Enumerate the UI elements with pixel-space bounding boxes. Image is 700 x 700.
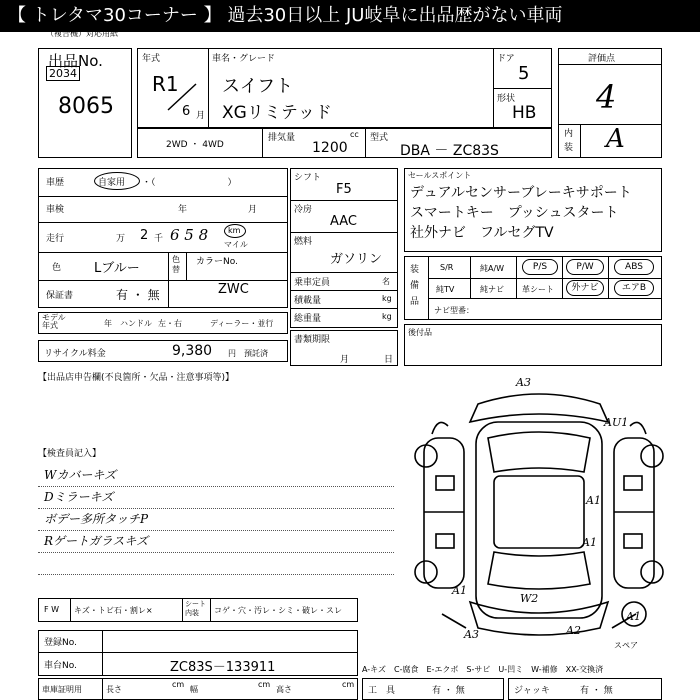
chassis-label: 車台No. <box>44 661 77 671</box>
recycle-label: リサイクル料金 <box>44 349 106 359</box>
equip-airbag: エアB <box>614 280 654 296</box>
history-rest: ・（ ） <box>142 178 237 188</box>
type-value: DBA － ZC83S <box>400 143 499 159</box>
capacity-unit: 名 <box>382 277 390 286</box>
model-year-year: 年 <box>104 319 112 328</box>
inspector-note-4: Rゲートガラスキズ <box>44 534 149 548</box>
displacement-unit: cc <box>350 130 359 139</box>
equip-tv: 純TV <box>436 285 455 294</box>
inspection-month: 月 <box>248 205 258 215</box>
color-label: 色 <box>52 263 62 273</box>
mark-a1-right-1: A1 <box>586 494 601 507</box>
dealer-label: ディーラー・並行 <box>210 319 274 328</box>
rating-score: 4 <box>596 78 617 116</box>
history-label: 車歴 <box>46 178 65 188</box>
ac-value: AAC <box>330 214 357 229</box>
fw-items: キズ・トビ石・割レ× <box>74 606 153 615</box>
banner: 【 トレタマ30コーナー 】 過去30日以上 JU岐阜に出品歴がない車両 <box>0 0 700 32</box>
year-month-unit: 月 <box>196 111 206 121</box>
mark-a1-left: A1 <box>452 584 467 597</box>
inspector-label: 【検査員記入】 <box>38 449 102 459</box>
inspector-note-2: Dミラーキズ <box>44 490 114 504</box>
lot-label: 出品No. <box>48 52 103 70</box>
color-value: Lブルー <box>94 261 140 276</box>
model-name: スイフト <box>222 76 294 97</box>
doc-deadline-label: 書類期限 <box>294 335 331 345</box>
sales-point-2: スマートキー プッシュスタート <box>410 205 619 221</box>
interior-label: 内装 <box>564 129 574 153</box>
jack-value: 有 ・ 無 <box>580 686 613 696</box>
cert-length: 長さ <box>106 685 122 694</box>
color-code: ZWC <box>218 282 249 297</box>
rating-label: 評価点 <box>588 54 616 64</box>
equip-pw: P/W <box>566 259 604 275</box>
fuel-value: ガソリン <box>330 252 383 267</box>
doors-label: ドア <box>497 54 515 64</box>
warranty-label: 保証書 <box>46 291 74 301</box>
displacement-label: 排気量 <box>268 133 296 143</box>
inspector-note-3: ボデー多所タッチP <box>44 512 149 526</box>
cert-label: 車庫証明用 <box>42 685 82 694</box>
tools-value: 有 ・ 無 <box>432 686 465 696</box>
mileage-label: 走行 <box>46 234 65 244</box>
mark-a1-right-2: A1 <box>582 536 597 549</box>
handle-label: ハンドル <box>120 319 152 328</box>
recycle-value: 9,380 <box>172 343 213 359</box>
mileage-km: km <box>228 226 241 235</box>
seat-items: コゲ・穴・汚レ・シミ・破レ・スレ <box>214 606 342 615</box>
damage-legend: A-キズ C-腐食 E-エクボ S-サビ U-凹ミ W-補修 XX-交換済 <box>362 665 604 674</box>
mileage-digit: 2 <box>140 228 149 243</box>
equip-leather: 革シート <box>522 285 554 294</box>
color-change: 色替 <box>172 255 180 274</box>
model-year-label: モデル年式 <box>42 313 66 330</box>
fw-label: F W <box>44 605 60 614</box>
sales-point-1: デュアルセンサーブレーキサポート <box>410 185 632 201</box>
mileage-mile: マイル <box>224 240 248 249</box>
seat-label: シート内装 <box>185 600 206 617</box>
mark-w2: W2 <box>520 592 539 605</box>
gross-label: 総重量 <box>294 314 322 324</box>
registration-label: 登録No. <box>44 638 77 648</box>
mileage-hand: 6 5 8 <box>170 226 209 244</box>
shape-value: HB <box>512 103 537 123</box>
inspector-note-1: Wカバーキズ <box>44 468 117 482</box>
equip-sr: S/R <box>440 263 454 272</box>
recycle-note: 預託済 <box>244 349 268 358</box>
tools-label: 工 具 <box>368 686 396 696</box>
sales-point-3: 社外ナビ フルセグTV <box>410 225 554 241</box>
cert-row <box>38 678 358 700</box>
mileage-sen: 千 <box>154 234 164 244</box>
equip-ps: P/S <box>522 259 558 275</box>
equip-aw: 純A/W <box>480 264 505 273</box>
color-code-label: カラーNo. <box>196 257 238 267</box>
doc-deadline-day: 日 <box>384 355 394 365</box>
doors-value: 5 <box>518 63 530 84</box>
load-unit: kg <box>382 294 392 303</box>
spare-label: スペア <box>614 641 638 650</box>
lot-sub: 2034 <box>46 66 80 81</box>
drive-value: 2WD ・ 4WD <box>166 140 224 150</box>
year-month: 6 <box>182 104 191 119</box>
cert-cm-1: cm <box>172 680 185 689</box>
declaration-label: 【出品店申告欄(不良箇所・欠品・注意事項等)】 <box>38 373 235 383</box>
shift-label: シフト <box>294 173 322 183</box>
mark-a3-top: A3 <box>516 376 531 389</box>
cert-height: 高さ <box>276 685 292 694</box>
mileage-man: 万 <box>116 234 126 244</box>
shape-label: 形状 <box>497 94 516 104</box>
chassis-value: ZC83S－133911 <box>170 660 276 675</box>
equip-abs: ABS <box>614 259 654 275</box>
history-value: 自家用 <box>98 178 126 188</box>
shift-value: F5 <box>336 182 352 197</box>
capacity-label: 乗車定員 <box>294 278 331 288</box>
lot-number: 8065 <box>58 94 114 119</box>
form-note: （複合機）対応用紙 <box>46 29 118 38</box>
model-grade: XGリミテッド <box>222 103 332 123</box>
ac-label: 冷房 <box>294 205 313 215</box>
sales-points-label: セールスポイント <box>408 171 472 180</box>
cert-cm-3: cm <box>342 680 355 689</box>
post-fit-box <box>404 324 662 366</box>
fuel-label: 燃料 <box>294 237 313 247</box>
jack-label: ジャッキ <box>514 686 550 696</box>
post-fit-label: 後付品 <box>408 328 432 337</box>
year-slash <box>160 82 200 112</box>
cert-width: 幅 <box>190 685 198 694</box>
gross-unit: kg <box>382 312 392 321</box>
recycle-unit: 円 <box>228 349 236 358</box>
mark-a1-spare: A1 <box>626 610 641 623</box>
interior-score: A <box>606 124 625 154</box>
equip-navi: 純ナビ <box>480 285 504 294</box>
warranty-value: 有 ・ 無 <box>116 288 160 302</box>
equipment-label: 装備品 <box>410 265 420 307</box>
mark-a2: A2 <box>566 624 581 637</box>
mark-au1: AU1 <box>604 416 629 429</box>
doc-deadline-month: 月 <box>340 355 350 365</box>
car-diagram <box>408 376 670 648</box>
year-label: 年式 <box>142 54 161 64</box>
cert-cm-2: cm <box>258 680 271 689</box>
handle-value: 左・右 <box>158 319 182 328</box>
mark-a3-bottom: A3 <box>464 628 479 641</box>
displacement-value: 1200 <box>312 140 348 156</box>
equip-outnavi: 外ナビ <box>566 280 604 296</box>
navi-model-label: ナビ型番： <box>434 306 474 315</box>
inspection-label: 車検 <box>46 205 65 215</box>
load-label: 積載量 <box>294 296 322 306</box>
year-era: R1 <box>152 72 179 96</box>
type-label: 型式 <box>370 133 389 143</box>
inspection-year: 年 <box>178 205 188 215</box>
model-label: 車名・グレード <box>212 54 276 64</box>
